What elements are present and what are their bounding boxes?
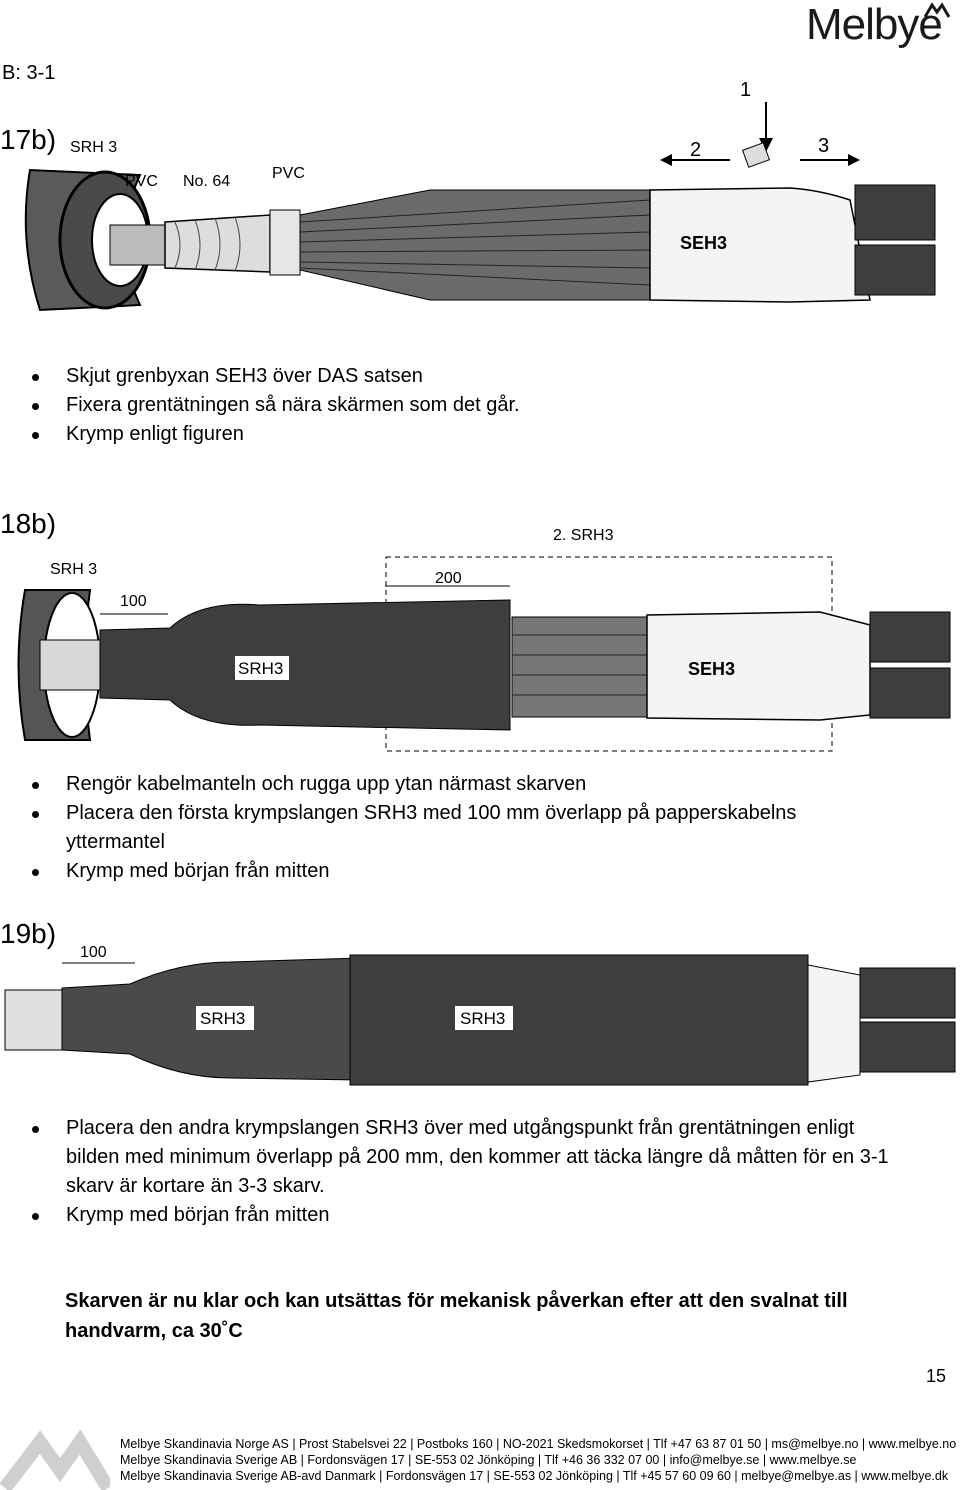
logo-text: Melbye — [806, 0, 942, 49]
label-second-srh3: 2. SRH3 — [553, 527, 614, 544]
label-srh3-second: SRH3 — [460, 1009, 506, 1028]
list-item: Krymp enligt figuren — [0, 420, 900, 449]
label-srh3-tube: SRH3 — [238, 659, 284, 678]
footer-line-denmark: Melbye Skandinavia Sverige AB-avd Danmark | Fordonsvägen 17 | SE-553 02 Jönköping | Tlf +45 57 60 09 60 | melbye@melbye.as | www.melbye.dk — [120, 1469, 949, 1483]
label-arrow-3: 3 — [818, 135, 830, 157]
bullets-18b — [0, 770, 900, 886]
step-label-19b: 19b) — [0, 918, 57, 949]
label-srh3-first: SRH3 — [200, 1009, 246, 1028]
label-seh3: SEH3 — [680, 233, 728, 253]
bullets-19b — [0, 1114, 910, 1230]
figure-19b — [0, 935, 960, 1090]
list-item: Skjut grenbyxan SEH3 över DAS satsen — [0, 362, 900, 391]
footer — [120, 1437, 956, 1483]
step-label-18b: 18b) — [0, 508, 57, 539]
label-pvc-right: PVC — [272, 165, 305, 182]
label-dim-200: 200 — [435, 570, 462, 587]
label-srh3: SRH 3 — [70, 139, 118, 156]
label-seh3: SEH3 — [688, 659, 736, 679]
list-item: Rengör kabelmanteln och rugga upp ytan närmast skarven — [0, 770, 900, 799]
step-label-17b: 17b) — [0, 124, 57, 155]
list-item: Placera den första krympslangen SRH3 med 100 mm överlapp på papperskabelns yttermantel — [0, 799, 900, 857]
label-srh3: SRH 3 — [50, 561, 98, 578]
footer-line-norway: Melbye Skandinavia Norge AS | Prost Stabelsvei 22 | Postboks 160 | NO-2021 Skedsmokorset | Tlf +47 63 87 01 50 | ms@melbye.no | www.melbye.no — [120, 1437, 957, 1451]
figure-17b — [0, 70, 960, 330]
list-item: Krymp med början från mitten — [0, 857, 900, 886]
label-arrow-1: 1 — [740, 79, 752, 101]
final-note: Skarven är nu klar och kan utsättas för mekanisk påverkan efter att den svalnat till handvarm, ca 30˚C — [65, 1290, 848, 1342]
footer-line-sweden: Melbye Skandinavia Sverige AB | Fordonsvägen 17 | SE-553 02 Jönköping | Tlf +46 36 332 07 00 | info@melbye.se | www.melbye.se — [120, 1453, 857, 1467]
list-item: Fixera grentätningen så nära skärmen som det går. — [0, 391, 900, 420]
melbye-logo — [806, 0, 942, 50]
label-dim-100: 100 — [120, 593, 147, 610]
page-number: 15 — [926, 1366, 947, 1386]
document-code: B: 3-1 — [2, 62, 56, 84]
list-item: Placera den andra krympslangen SRH3 över med utgångspunkt från grentätningen enligt bilden med minimum överlapp på 200 mm, den kommer att täcka längre då måtten för en 3-1 skarv är kortare än 3-3 skarv. — [0, 1114, 910, 1201]
label-dim-100: 100 — [80, 944, 107, 961]
list-item: Krymp med början från mitten — [0, 1201, 910, 1230]
figure-18b — [0, 520, 960, 760]
footer-logo-icon — [0, 1430, 110, 1490]
bullets-17b — [0, 362, 900, 449]
label-no64: No. 64 — [183, 173, 231, 190]
label-arrow-2: 2 — [690, 139, 702, 161]
logo-mark-icon — [924, 2, 950, 18]
label-pvc-left: PVC — [125, 173, 158, 190]
